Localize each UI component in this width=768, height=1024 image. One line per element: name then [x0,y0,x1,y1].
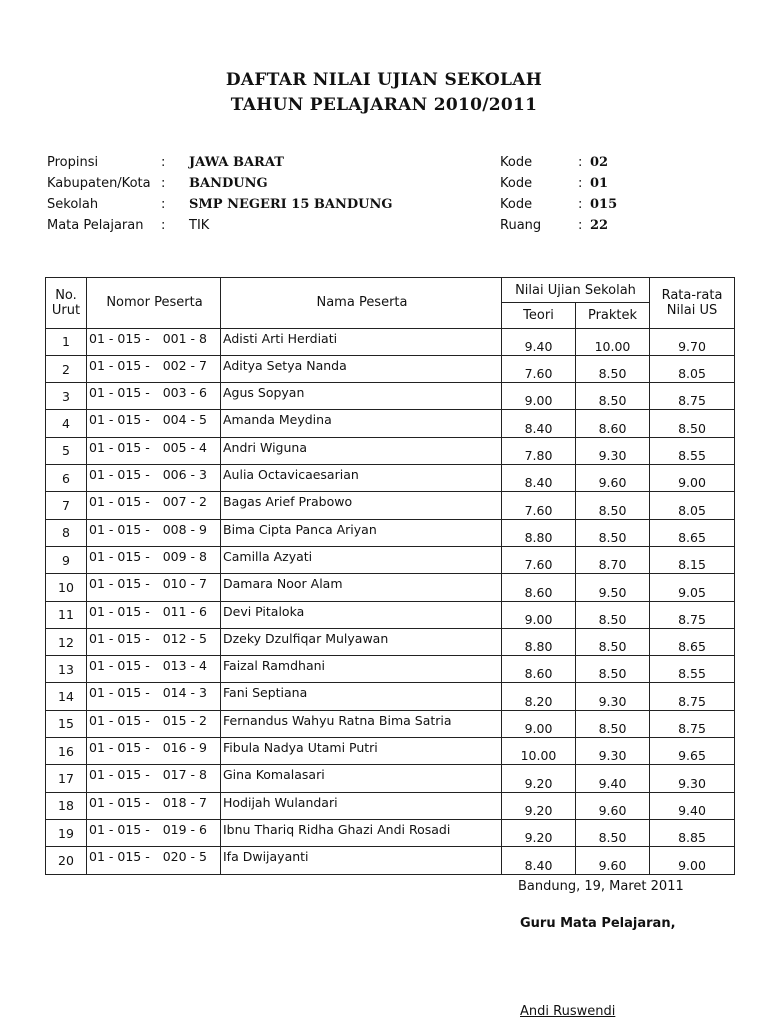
info-colon: : [578,197,583,212]
cell-praktek: 8.50 [576,383,650,410]
cell-teori: 9.20 [502,792,576,819]
signature-name: Andi Ruswendi [520,1004,616,1019]
table-row [46,383,735,410]
cell-nama: Faizal Ramdhani [221,656,502,683]
cell-nama: Bagas Arief Prabowo [221,492,502,519]
signature-role: Guru Mata Pelajaran, [520,916,676,931]
table-row [46,465,735,492]
header-row [46,278,735,303]
cell-teori: 9.40 [502,328,576,355]
cell-no: 16 [46,738,87,765]
cell-nomor [87,383,221,410]
cell-teori: 8.40 [502,465,576,492]
cell-nomor [87,546,221,573]
cell-no: 13 [46,656,87,683]
header-nilai-group: Nilai Ujian Sekolah [502,278,650,303]
cell-nama: Ifa Dwijayanti [221,847,502,874]
table-row [46,710,735,737]
cell-no: 14 [46,683,87,710]
nomor-number: 002 - 7 [162,357,207,373]
info-value: 22 [590,218,609,233]
cell-nama: Amanda Meydina [221,410,502,437]
nomor-prefix: 01 - 015 - [89,439,150,455]
cell-teori: 8.80 [502,519,576,546]
info-label: Ruang [500,218,542,233]
nomor-number: 014 - 3 [162,685,207,701]
nomor-prefix: 01 - 015 - [89,630,150,646]
cell-no: 7 [46,492,87,519]
nomor-prefix: 01 - 015 - [89,767,150,783]
cell-nomor [87,656,221,683]
nomor-prefix: 01 - 015 - [89,712,150,728]
table-row [46,656,735,683]
cell-no: 2 [46,355,87,382]
info-label: Sekolah [47,197,99,212]
cell-no: 20 [46,847,87,874]
cell-rata: 8.75 [650,383,735,410]
info-label: Mata Pelajaran [47,218,144,233]
info-label: Propinsi [47,155,99,170]
info-value: BANDUNG [189,176,268,191]
cell-nomor [87,492,221,519]
cell-rata: 8.50 [650,410,735,437]
cell-praktek: 9.30 [576,738,650,765]
table-row [46,437,735,464]
nomor-number: 004 - 5 [162,412,207,428]
nomor-number: 018 - 7 [162,794,207,810]
cell-nomor [87,601,221,628]
table-row [46,628,735,655]
cell-rata: 9.30 [650,765,735,792]
cell-nomor [87,628,221,655]
cell-praktek: 8.50 [576,601,650,628]
info-value: 015 [590,197,618,212]
cell-nomor [87,465,221,492]
cell-nama: Adisti Arti Herdiati [221,328,502,355]
nomor-number: 010 - 7 [162,576,207,592]
cell-praktek: 8.70 [576,546,650,573]
header-rata-line1: Rata-rata [661,287,723,303]
cell-rata: 9.65 [650,738,735,765]
nomor-number: 003 - 6 [162,385,207,401]
cell-praktek: 8.50 [576,355,650,382]
cell-teori: 9.00 [502,601,576,628]
cell-nama: Aulia Octavicaesarian [221,465,502,492]
nomor-number: 017 - 8 [162,767,207,783]
header-no [46,278,87,329]
cell-praktek: 9.60 [576,847,650,874]
cell-praktek: 8.50 [576,710,650,737]
cell-praktek: 9.60 [576,792,650,819]
header-rata-line2: Nilai US [666,302,718,318]
table-row [46,738,735,765]
table-body [46,328,735,874]
cell-teori: 7.60 [502,355,576,382]
nomor-prefix: 01 - 015 - [89,821,150,837]
cell-rata: 9.70 [650,328,735,355]
cell-rata: 8.75 [650,683,735,710]
cell-no: 17 [46,765,87,792]
cell-no: 3 [46,383,87,410]
cell-no: 10 [46,574,87,601]
cell-teori: 7.60 [502,492,576,519]
cell-praktek: 9.30 [576,683,650,710]
nomor-prefix: 01 - 015 - [89,658,150,674]
nomor-number: 008 - 9 [162,521,207,537]
document-subtitle: TAHUN PELAJARAN 2010/2011 [230,95,538,115]
cell-nama: Agus Sopyan [221,383,502,410]
cell-no: 12 [46,628,87,655]
nomor-prefix: 01 - 015 - [89,794,150,810]
cell-no: 11 [46,601,87,628]
cell-nama: Fernandus Wahyu Ratna Bima Satria [221,710,502,737]
header-rata [650,278,735,329]
nomor-prefix: 01 - 015 - [89,603,150,619]
header-no-line2: Urut [51,302,81,318]
document-title: DAFTAR NILAI UJIAN SEKOLAH [225,70,543,90]
nomor-number: 013 - 4 [162,658,207,674]
header-teori: Teori [502,303,576,328]
nomor-prefix: 01 - 015 - [89,685,150,701]
cell-nama: Fibula Nadya Utami Putri [221,738,502,765]
cell-nama: Gina Komalasari [221,765,502,792]
nomor-prefix: 01 - 015 - [89,330,150,346]
table-row [46,792,735,819]
cell-nomor [87,683,221,710]
cell-praktek: 9.50 [576,574,650,601]
nomor-number: 015 - 2 [162,712,207,728]
info-label: Kode [500,197,533,212]
cell-rata: 8.15 [650,546,735,573]
info-value: 01 [590,176,609,191]
cell-nama: Ibnu Thariq Ridha Ghazi Andi Rosadi [221,819,502,846]
header-nomor: Nomor Peserta [87,278,221,329]
cell-no: 4 [46,410,87,437]
cell-nomor [87,792,221,819]
table-row [46,519,735,546]
cell-nomor [87,328,221,355]
cell-no: 9 [46,546,87,573]
nomor-number: 020 - 5 [162,849,207,865]
table-row [46,355,735,382]
nomor-prefix: 01 - 015 - [89,849,150,865]
info-value: 02 [590,155,609,170]
cell-praktek: 8.60 [576,410,650,437]
table-row [46,847,735,874]
table-row [46,546,735,573]
cell-nama: Camilla Azyati [221,546,502,573]
cell-praktek: 8.50 [576,656,650,683]
cell-no: 15 [46,710,87,737]
header-praktek: Praktek [576,303,650,328]
signature-place-date: Bandung, 19, Maret 2011 [518,879,684,894]
cell-nomor [87,765,221,792]
nomor-number: 009 - 8 [162,548,207,564]
info-value: TIK [189,218,210,233]
table-row [46,765,735,792]
nomor-number: 019 - 6 [162,821,207,837]
cell-nomor [87,847,221,874]
table-row [46,819,735,846]
cell-nomor [87,410,221,437]
cell-nama: Bima Cipta Panca Ariyan [221,519,502,546]
cell-nama: Dzeky Dzulfiqar Mulyawan [221,628,502,655]
nomor-number: 012 - 5 [162,630,207,646]
header-no-line1: No. [55,287,77,303]
cell-nama: Devi Pitaloka [221,601,502,628]
cell-nomor [87,355,221,382]
cell-teori: 8.40 [502,847,576,874]
cell-rata: 8.05 [650,492,735,519]
cell-teori: 10.00 [502,738,576,765]
cell-teori: 8.80 [502,628,576,655]
cell-nama: Damara Noor Alam [221,574,502,601]
cell-no: 19 [46,819,87,846]
info-label: Kode [500,155,533,170]
table-row [46,683,735,710]
cell-nama: Aditya Setya Nanda [221,355,502,382]
cell-praktek: 9.30 [576,437,650,464]
cell-nama: Hodijah Wulandari [221,792,502,819]
cell-nama: Fani Septiana [221,683,502,710]
info-colon: : [578,155,583,170]
cell-nomor [87,574,221,601]
info-colon: : [578,218,583,233]
cell-praktek: 8.50 [576,819,650,846]
nomor-prefix: 01 - 015 - [89,357,150,373]
cell-no: 1 [46,328,87,355]
cell-nomor [87,519,221,546]
table-row [46,410,735,437]
cell-teori: 9.20 [502,765,576,792]
info-colon: : [161,197,166,212]
cell-teori: 8.20 [502,683,576,710]
info-colon: : [161,155,166,170]
info-colon: : [161,176,166,191]
cell-teori: 7.80 [502,437,576,464]
cell-praktek: 8.50 [576,519,650,546]
nomor-prefix: 01 - 015 - [89,412,150,428]
cell-rata: 8.65 [650,628,735,655]
cell-no: 6 [46,465,87,492]
cell-teori: 9.00 [502,710,576,737]
cell-no: 5 [46,437,87,464]
nomor-prefix: 01 - 015 - [89,576,150,592]
cell-rata: 8.75 [650,710,735,737]
nomor-prefix: 01 - 015 - [89,740,150,756]
cell-teori: 8.40 [502,410,576,437]
cell-nama: Andri Wiguna [221,437,502,464]
cell-teori: 9.00 [502,383,576,410]
cell-rata: 8.75 [650,601,735,628]
header-nama: Nama Peserta [221,278,502,329]
cell-rata: 8.65 [650,519,735,546]
cell-teori: 8.60 [502,574,576,601]
table-row [46,601,735,628]
cell-rata: 8.85 [650,819,735,846]
cell-teori: 8.60 [502,656,576,683]
cell-praktek: 8.50 [576,628,650,655]
cell-praktek: 8.50 [576,492,650,519]
info-block [47,155,647,239]
info-label: Kabupaten/Kota [47,176,151,191]
grades-table [45,277,735,875]
nomor-number: 005 - 4 [162,439,207,455]
nomor-number: 007 - 2 [162,494,207,510]
info-colon: : [161,218,166,233]
nomor-prefix: 01 - 015 - [89,467,150,483]
cell-praktek: 9.60 [576,465,650,492]
nomor-number: 001 - 8 [162,330,207,346]
cell-praktek: 9.40 [576,765,650,792]
nomor-number: 016 - 9 [162,740,207,756]
cell-nomor [87,710,221,737]
nomor-number: 011 - 6 [162,603,207,619]
table-row [46,328,735,355]
cell-nomor [87,437,221,464]
cell-rata: 8.05 [650,355,735,382]
table-row [46,574,735,601]
cell-praktek: 10.00 [576,328,650,355]
info-label: Kode [500,176,533,191]
cell-teori: 7.60 [502,546,576,573]
nomor-prefix: 01 - 015 - [89,521,150,537]
cell-rata: 9.05 [650,574,735,601]
cell-no: 8 [46,519,87,546]
table-header [46,278,735,329]
cell-nomor [87,819,221,846]
cell-rata: 9.40 [650,792,735,819]
table-row [46,492,735,519]
info-value: JAWA BARAT [189,155,284,170]
cell-rata: 9.00 [650,465,735,492]
nomor-prefix: 01 - 015 - [89,494,150,510]
nomor-prefix: 01 - 015 - [89,385,150,401]
nomor-number: 006 - 3 [162,467,207,483]
cell-nomor [87,738,221,765]
cell-rata: 9.00 [650,847,735,874]
cell-rata: 8.55 [650,656,735,683]
info-colon: : [578,176,583,191]
cell-rata: 8.55 [650,437,735,464]
cell-no: 18 [46,792,87,819]
info-value: SMP NEGERI 15 BANDUNG [189,197,393,212]
nomor-prefix: 01 - 015 - [89,548,150,564]
cell-teori: 9.20 [502,819,576,846]
